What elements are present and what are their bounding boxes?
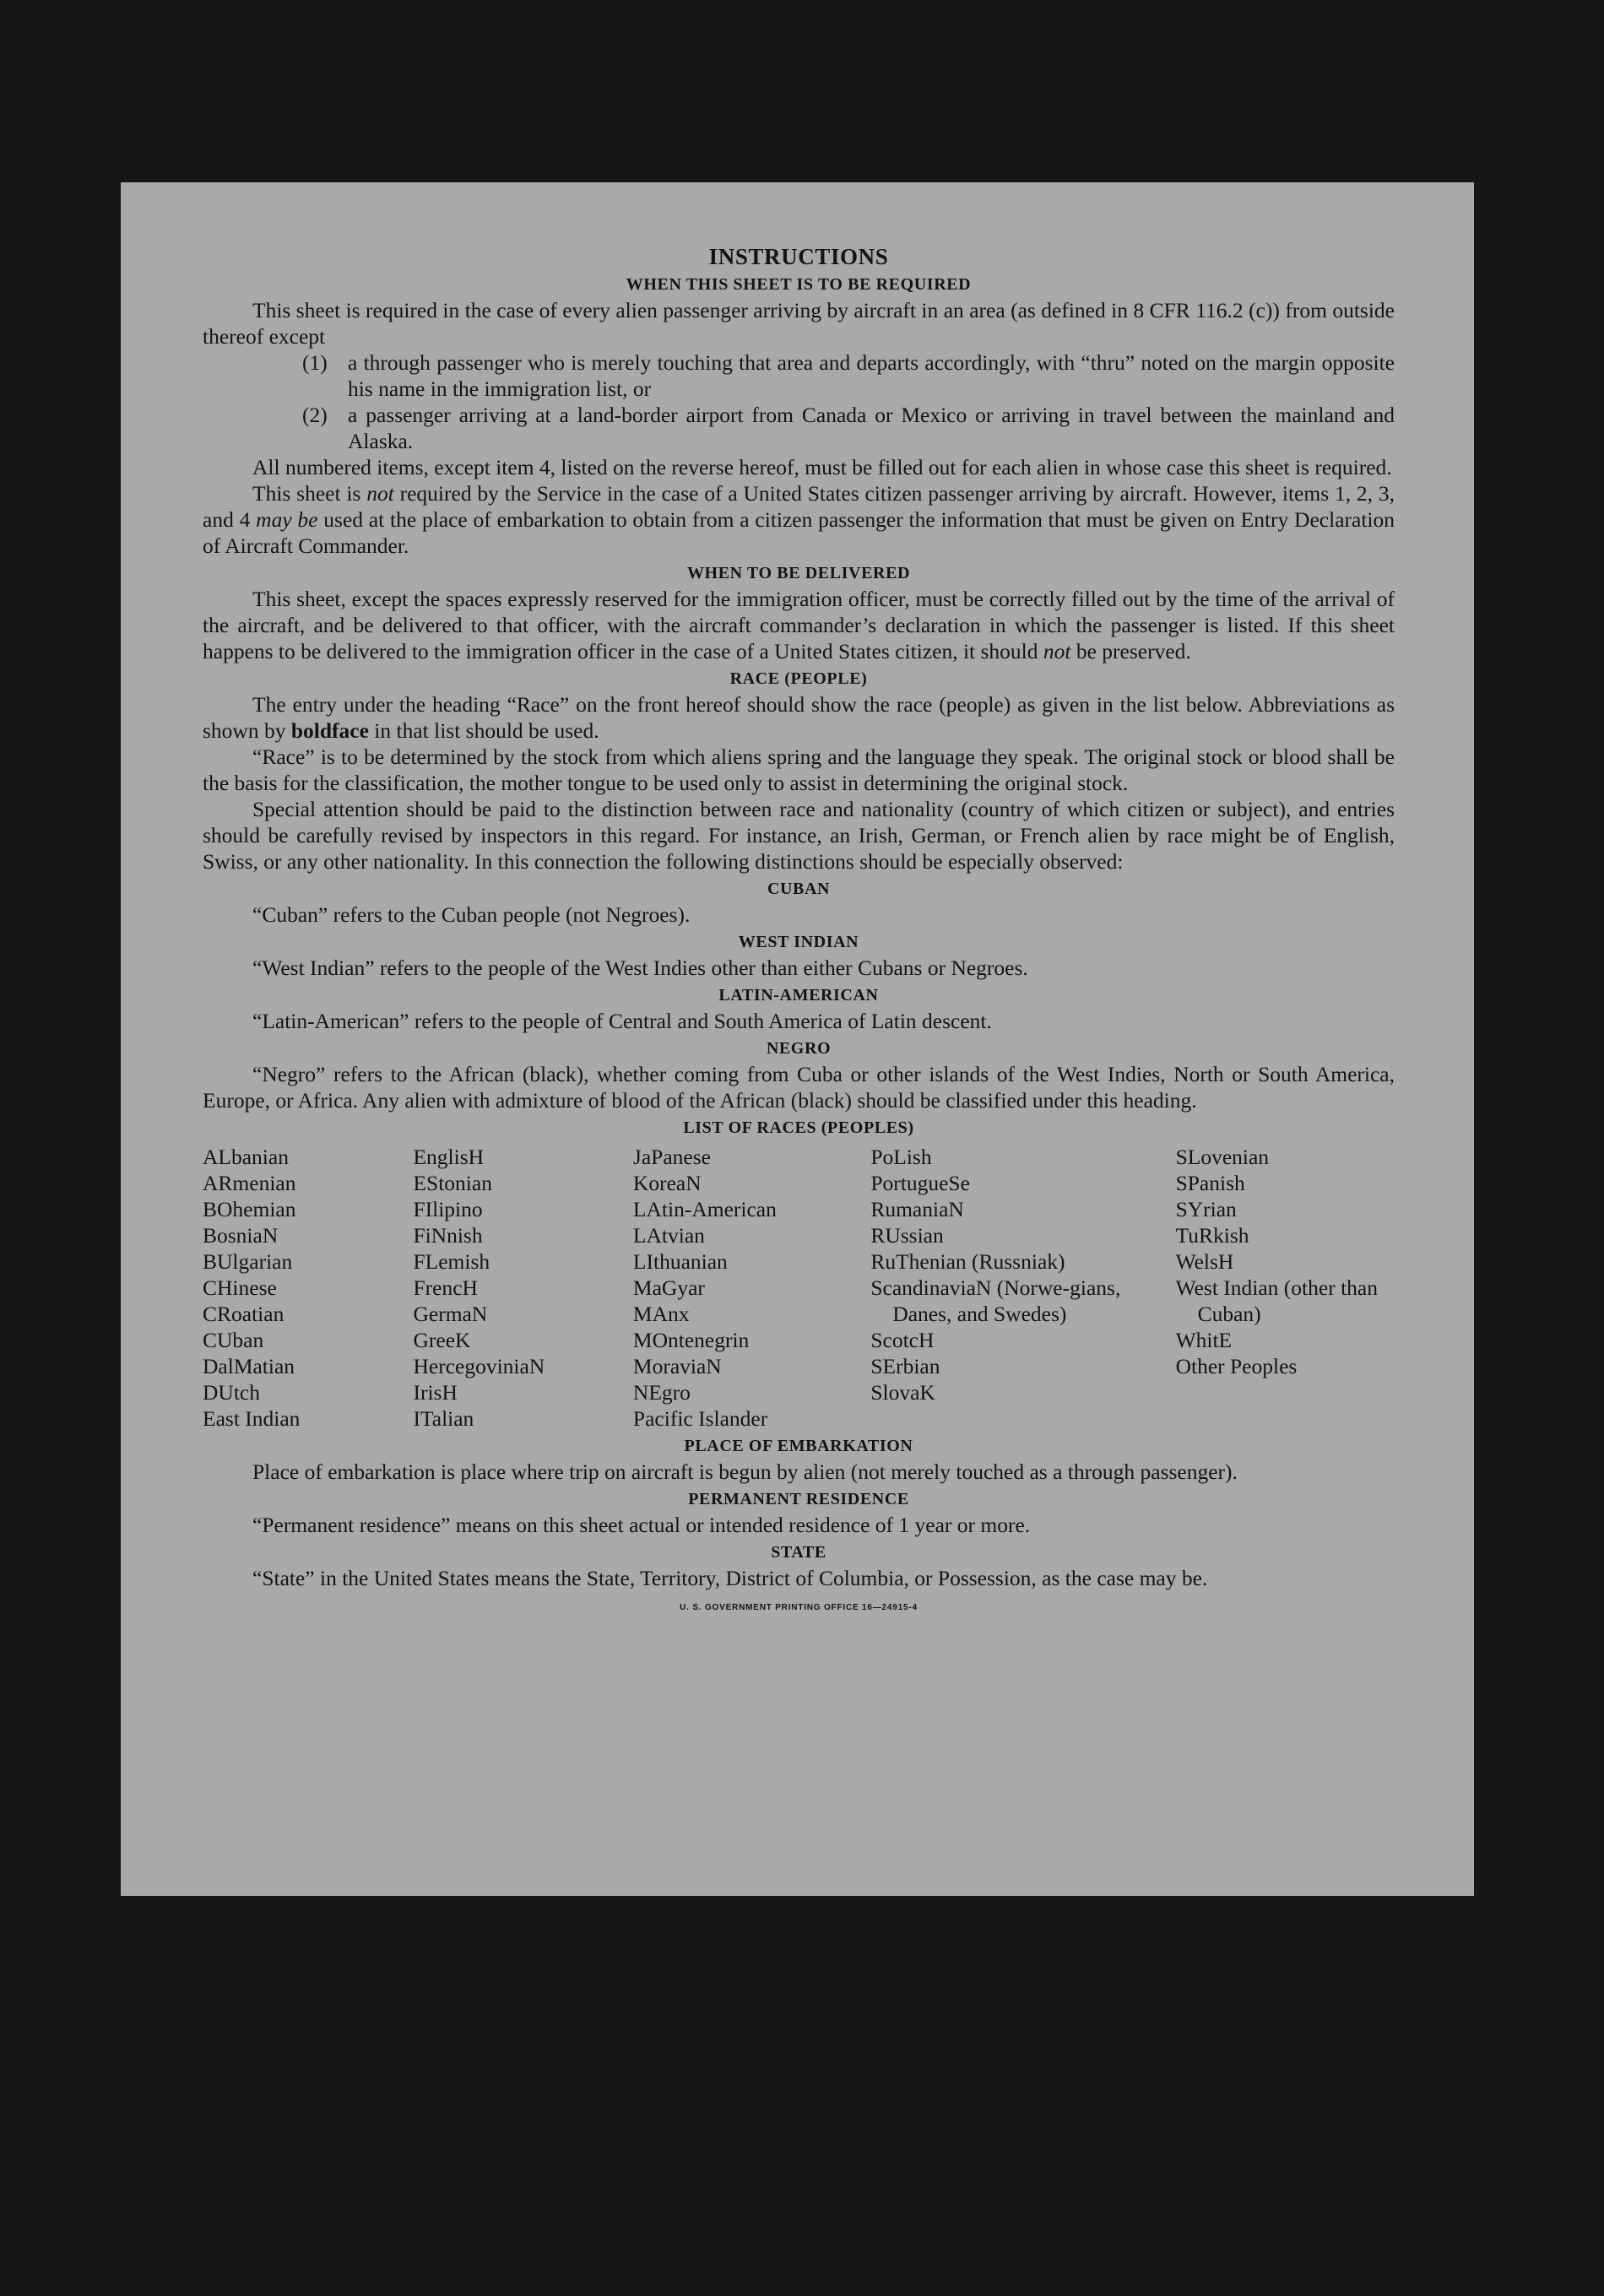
race-entry: HercegoviniaN	[413, 1354, 545, 1378]
race-entry: FIlipino	[413, 1197, 483, 1221]
numbered-items-paragraph: All numbered items, except item 4, listed on the reverse hereof, must be filled out for each alien in whose case this sheet is required.	[252, 455, 1392, 479]
race-entry: CHinese	[203, 1275, 277, 1300]
race-entry: KoreaN	[632, 1171, 702, 1195]
race-entry: ScandinaviaN (Norwe-gians, Danes, and Swedes)	[870, 1275, 1121, 1326]
cuban-heading: CUBAN	[767, 880, 831, 898]
race-entry: CUban	[203, 1328, 264, 1352]
race-entry: PortugueSe	[870, 1171, 970, 1195]
exception-item-1	[302, 349, 1395, 402]
race-entry: LIthuanian	[632, 1249, 728, 1274]
race-entry: MAnx	[632, 1302, 690, 1326]
text-run: used at the place of embarkation to obtain from a citizen passenger the information that must be given on Entry Declaration of Aircraft Commander.	[203, 507, 1395, 558]
race-entry: Other Peoples	[1175, 1354, 1298, 1378]
place-of-embarkation-text: Place of embarkation is place where trip on aircraft is begun by alien (not merely touched as a through passenger).	[252, 1459, 1238, 1484]
races-column-4	[870, 1144, 1175, 1432]
text-run: in that list should be used.	[368, 718, 599, 743]
race-entry: BUlgarian	[203, 1249, 293, 1274]
race-entry: FiNnish	[413, 1223, 483, 1248]
race-entry: RumaniaN	[870, 1197, 964, 1221]
latin-american-heading: LATIN-AMERICAN	[718, 986, 879, 1004]
race-entry: RUssian	[870, 1223, 944, 1248]
races-column-1	[203, 1144, 413, 1432]
when-required-heading: WHEN THIS SHEET IS TO BE REQUIRED	[626, 275, 972, 294]
races-column-3	[633, 1144, 870, 1432]
race-entry: EStonian	[413, 1171, 492, 1195]
races-column-5	[1176, 1144, 1395, 1432]
text-run: This sheet is	[252, 481, 367, 506]
race-entry: IrisH	[413, 1380, 458, 1405]
race-entry: SlovaK	[870, 1380, 935, 1405]
race-entry: FLemish	[413, 1249, 490, 1274]
race-entry: RuThenian (Russniak)	[870, 1249, 1065, 1274]
race-entry: GermaN	[413, 1302, 488, 1326]
race-entry: SLovenian	[1175, 1145, 1270, 1169]
races-column-2	[413, 1144, 632, 1432]
when-delivered-heading: WHEN TO BE DELIVERED	[686, 564, 911, 582]
race-entry: SErbian	[870, 1354, 940, 1378]
race-entry: West Indian (other than Cuban)	[1175, 1275, 1378, 1326]
form-sheet	[121, 182, 1474, 1896]
negro-heading: NEGRO	[766, 1039, 832, 1058]
cuban-text: “Cuban” refers to the Cuban people (not Negroes).	[252, 902, 691, 927]
race-entry: ALbanian	[203, 1145, 289, 1169]
list-of-races-heading: LIST OF RACES (PEOPLES)	[683, 1118, 914, 1137]
race-entry: JaPanese	[632, 1145, 711, 1169]
when-required-intro: This sheet is required in the case of every alien passenger arriving by aircraft in an area (as defined in 8 CFR 116.2 (c)) from outside thereof except	[203, 298, 1395, 349]
race-entry: LAtvian	[632, 1223, 705, 1248]
race-entry: BosniaN	[203, 1223, 279, 1248]
race-paragraph-2: “Race” is to be determined by the stock from which aliens spring and the language they speak. The original stock or blood shall be the basis for the classification, the mother tongue to be used only to assist in determining the original stock.	[203, 745, 1395, 795]
text-run: required by the Service in the case of a United States citizen passenger arriving by aircraft. However, items 1, 2, 3, and 4	[203, 481, 1395, 532]
race-entry: East Indian	[203, 1406, 301, 1431]
race-entry: MoraviaN	[632, 1354, 722, 1378]
race-entry: DalMatian	[203, 1354, 295, 1378]
text-run: This sheet, except the spaces expressly reserved for the immigration officer, must be correctly filled out by the time of the arrival of the aircraft, and be delivered to that officer, with the aircraft commander’s declaration in which the passenger is listed. If this sheet happens to be delivered to the immigration officer in the case of a United States citizen, it should	[203, 587, 1395, 663]
italic-not: not	[366, 481, 394, 506]
race-entry: NEgro	[632, 1380, 691, 1405]
race-entry: ITalian	[413, 1406, 474, 1431]
west-indian-text: “West Indian” refers to the people of the West Indies other than either Cubans or Negroes.	[252, 956, 1028, 980]
race-paragraph-1	[203, 691, 1395, 744]
exception-item-number: (1)	[302, 350, 328, 375]
race-entry: PoLish	[870, 1145, 932, 1169]
race-entry: LAtin-American	[632, 1197, 777, 1221]
latin-american-text: “Latin-American” refers to the people of Central and South America of Latin descent.	[252, 1009, 992, 1033]
state-text: “State” in the United States means the State, Territory, District of Columbia, or Possession, as the case may be.	[252, 1566, 1208, 1590]
text-run: be preserved.	[1070, 639, 1191, 663]
permanent-residence-text: “Permanent residence” means on this sheet actual or intended residence of 1 year or more.	[252, 1513, 1031, 1537]
race-entry: EnglisH	[413, 1145, 485, 1169]
race-paragraph-3: Special attention should be paid to the distinction between race and nationality (country of which citizen or subject), and entries should be carefully revised by inspectors in this regard. For instance, an Irish, German, or French alien by race might be of English, Swiss, or any other nationality. In this connection the following distinctions should be especially observed:	[203, 797, 1395, 874]
race-entry: BOhemian	[203, 1197, 296, 1221]
page-title: INSTRUCTIONS	[708, 244, 889, 269]
west-indian-heading: WEST INDIAN	[738, 933, 859, 951]
race-entry: DUtch	[203, 1380, 260, 1405]
printing-office-footer: U. S. GOVERNMENT PRINTING OFFICE 16—24915-4	[680, 1603, 918, 1612]
exception-item-text: a through passenger who is merely touching that area and departs accordingly, with “thru” noted on the margin opposite his name in the immigration list, or	[348, 350, 1395, 401]
bold-boldface: boldface	[290, 718, 369, 743]
race-entry: MaGyar	[632, 1275, 705, 1300]
state-heading: STATE	[771, 1543, 826, 1562]
exception-item-text: a passenger arriving at a land-border airport from Canada or Mexico or arriving in travel between the mainland and Alaska.	[348, 403, 1395, 453]
race-entry: WhitE	[1175, 1328, 1233, 1352]
race-entry: TuRkish	[1175, 1223, 1249, 1248]
race-entry: WelsH	[1175, 1249, 1234, 1274]
race-entry: CRoatian	[203, 1302, 284, 1326]
exception-item-number: (2)	[302, 403, 328, 427]
place-of-embarkation-heading: PLACE OF EMBARKATION	[684, 1437, 913, 1455]
race-entry: GreeK	[413, 1328, 471, 1352]
negro-text: “Negro” refers to the African (black), whether coming from Cuba or other islands of the West Indies, North or South America, Europe, or Africa. Any alien with admixture of blood of the African (black) should be classified under this heading.	[203, 1062, 1395, 1113]
race-entry: SYrian	[1175, 1197, 1237, 1221]
race-entry: ScotcH	[870, 1328, 935, 1352]
race-entry: Pacific Islander	[632, 1406, 768, 1431]
citizen-paragraph	[203, 480, 1395, 559]
text-run: The entry under the heading “Race” on the front hereof should show the race (people) as given in the list below. Abbreviations as shown by	[203, 692, 1395, 743]
race-heading: RACE (PEOPLE)	[729, 669, 868, 688]
race-entry: ARmenian	[203, 1171, 296, 1195]
race-entry: SPanish	[1175, 1171, 1245, 1195]
permanent-residence-heading: PERMANENT RESIDENCE	[688, 1490, 909, 1508]
exception-item-2	[302, 402, 1395, 454]
race-entry: FrencH	[413, 1275, 478, 1300]
race-entry: MOntenegrin	[632, 1328, 750, 1352]
races-list	[203, 1144, 1395, 1432]
italic-may-be: may be	[256, 507, 318, 532]
when-delivered-paragraph	[203, 586, 1395, 664]
italic-not: not	[1043, 639, 1071, 663]
